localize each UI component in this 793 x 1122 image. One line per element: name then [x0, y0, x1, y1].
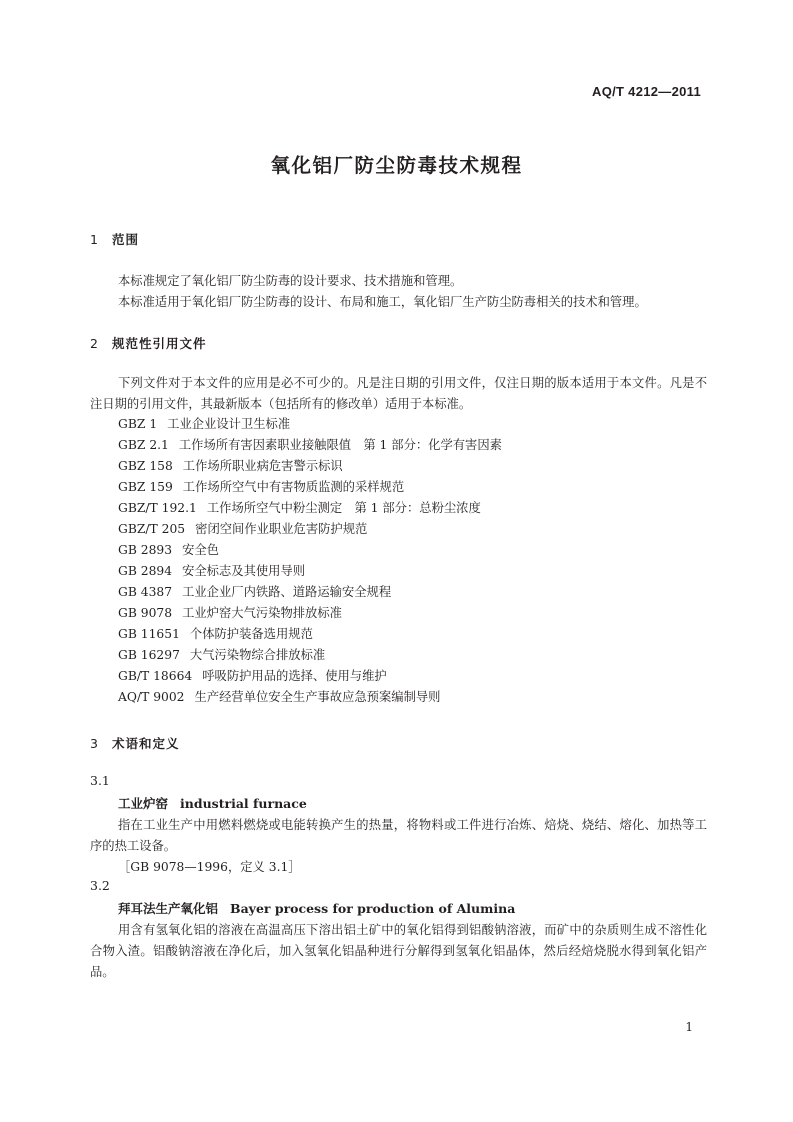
- term-2-definition: [90, 920, 707, 983]
- term-2-definition-text: 用含有氢氧化铝的溶液在高温高压下溶出铝土矿中的氧化铝得到铝酸钠溶液，而矿中的杂质则生成不溶性化合物入渣。铝酸钠溶液在净化后，加入氢氧化铝晶种进行分解得到氢氧化铝晶体，然后经焙烧脱水得到氧化铝产品。: [90, 923, 707, 979]
- reference-title: 生产经营单位安全生产事故应急预案编制导则: [194, 690, 441, 704]
- section-3-title: 术语和定义: [112, 736, 180, 751]
- reference-title: 工业企业厂内铁路、道路运输安全规程: [182, 585, 392, 599]
- reference-item: [118, 687, 502, 708]
- reference-code: GBZ 159: [118, 480, 173, 494]
- reference-item: [118, 414, 502, 435]
- reference-title: 大气污染物综合排放标准: [189, 648, 326, 662]
- reference-item: [118, 645, 502, 666]
- reference-title: 工作场所空气中粉尘测定 第 1 部分：总粉尘浓度: [206, 501, 481, 515]
- reference-list: [118, 414, 502, 708]
- term-2-en: Bayer process for production of Alumina: [230, 901, 516, 916]
- section-2-number: 2: [90, 336, 99, 351]
- reference-item: [118, 540, 502, 561]
- term-1-title: [118, 794, 307, 812]
- reference-title: 工业炉窑大气污染物排放标准: [182, 606, 342, 620]
- page-number: 1: [685, 1020, 693, 1034]
- term-2-number: 3.2: [90, 878, 110, 893]
- section-2-title: 规范性引用文件: [112, 336, 207, 351]
- reference-code: GBZ/T 192.1: [118, 501, 197, 515]
- reference-item: [118, 561, 502, 582]
- reference-code: GB 2893: [118, 543, 173, 557]
- section-3-number: 3: [90, 736, 99, 751]
- reference-item: [118, 666, 502, 687]
- reference-code: GB 16297: [118, 648, 180, 662]
- reference-code: GB 4387: [118, 585, 173, 599]
- term-2-title: [118, 899, 515, 917]
- section-1-title: 范围: [112, 232, 140, 247]
- reference-title: 个体防护装备选用规范: [189, 627, 313, 641]
- reference-title: 安全色: [182, 543, 219, 557]
- reference-title: 工作场所职业病危害警示标识: [182, 459, 343, 473]
- document-title: 氧化铝厂防尘防毒技术规程: [270, 154, 523, 177]
- reference-code: GB/T 18664: [118, 669, 193, 683]
- section-2-intro-text: 下列文件对于本文件的应用是必不可少的。凡是注日期的引用文件，仅注日期的版本适用于本文件。凡是不注日期的引用文件，其最新版本（包括所有的修改单）适用于本标准。: [90, 376, 707, 411]
- section-1-paragraph-1: 本标准规定了氧化铝厂防尘防毒的设计要求、技术措施和管理。: [118, 274, 463, 288]
- reference-title: 密闭空间作业职业危害防护规范: [195, 522, 368, 536]
- reference-item: [118, 519, 502, 540]
- section-1-heading: [90, 230, 139, 248]
- term-1-number: 3.1: [90, 773, 110, 788]
- term-1-zh: 工业炉窑: [118, 796, 169, 811]
- standard-code: AQ/T 4212—2011: [592, 84, 701, 99]
- reference-item: [118, 582, 502, 603]
- reference-item: [118, 624, 502, 645]
- reference-code: GBZ/T 205: [118, 522, 186, 536]
- term-2-zh: 拜耳法生产氧化铝: [118, 901, 219, 916]
- reference-code: GB 2894: [118, 564, 173, 578]
- reference-item: [118, 477, 502, 498]
- section-1-number: 1: [90, 232, 99, 247]
- reference-code: GBZ 2.1: [118, 438, 169, 452]
- section-1-paragraph-2: 本标准适用于氧化铝厂防尘防毒的设计、布局和施工，氧化铝厂生产防尘防毒相关的技术和管理。: [118, 295, 647, 309]
- term-1-definition: [90, 815, 707, 857]
- reference-code: GB 9078: [118, 606, 173, 620]
- reference-item: [118, 498, 502, 519]
- reference-title: 工业企业设计卫生标准: [167, 417, 291, 431]
- reference-title: 安全标志及其使用导则: [182, 564, 306, 578]
- reference-code: AQ/T 9002: [118, 690, 185, 704]
- section-2-intro: [90, 373, 707, 415]
- reference-code: GBZ 1: [118, 417, 158, 431]
- reference-item: [118, 603, 502, 624]
- reference-code: GB 11651: [118, 627, 180, 641]
- section-2-heading: [90, 334, 207, 352]
- section-3-heading: [90, 734, 180, 752]
- term-1-definition-text: 指在工业生产中用燃料燃烧或电能转换产生的热量，将物料或工件进行冶炼、焙烧、烧结、熔化、加热等工序的热工设备。: [90, 818, 707, 853]
- reference-item: [118, 435, 502, 456]
- term-1-en: industrial furnace: [180, 796, 307, 811]
- reference-title: 工作场所有害因素职业接触限值 第 1 部分：化学有害因素: [178, 438, 502, 452]
- reference-item: [118, 456, 502, 477]
- reference-title: 工作场所空气中有害物质监测的采样规范: [182, 480, 405, 494]
- reference-code: GBZ 158: [118, 459, 173, 473]
- reference-title: 呼吸防护用品的选择、使用与维护: [202, 669, 387, 683]
- term-1-source: ［GB 9078—1996，定义 3.1］: [118, 860, 301, 874]
